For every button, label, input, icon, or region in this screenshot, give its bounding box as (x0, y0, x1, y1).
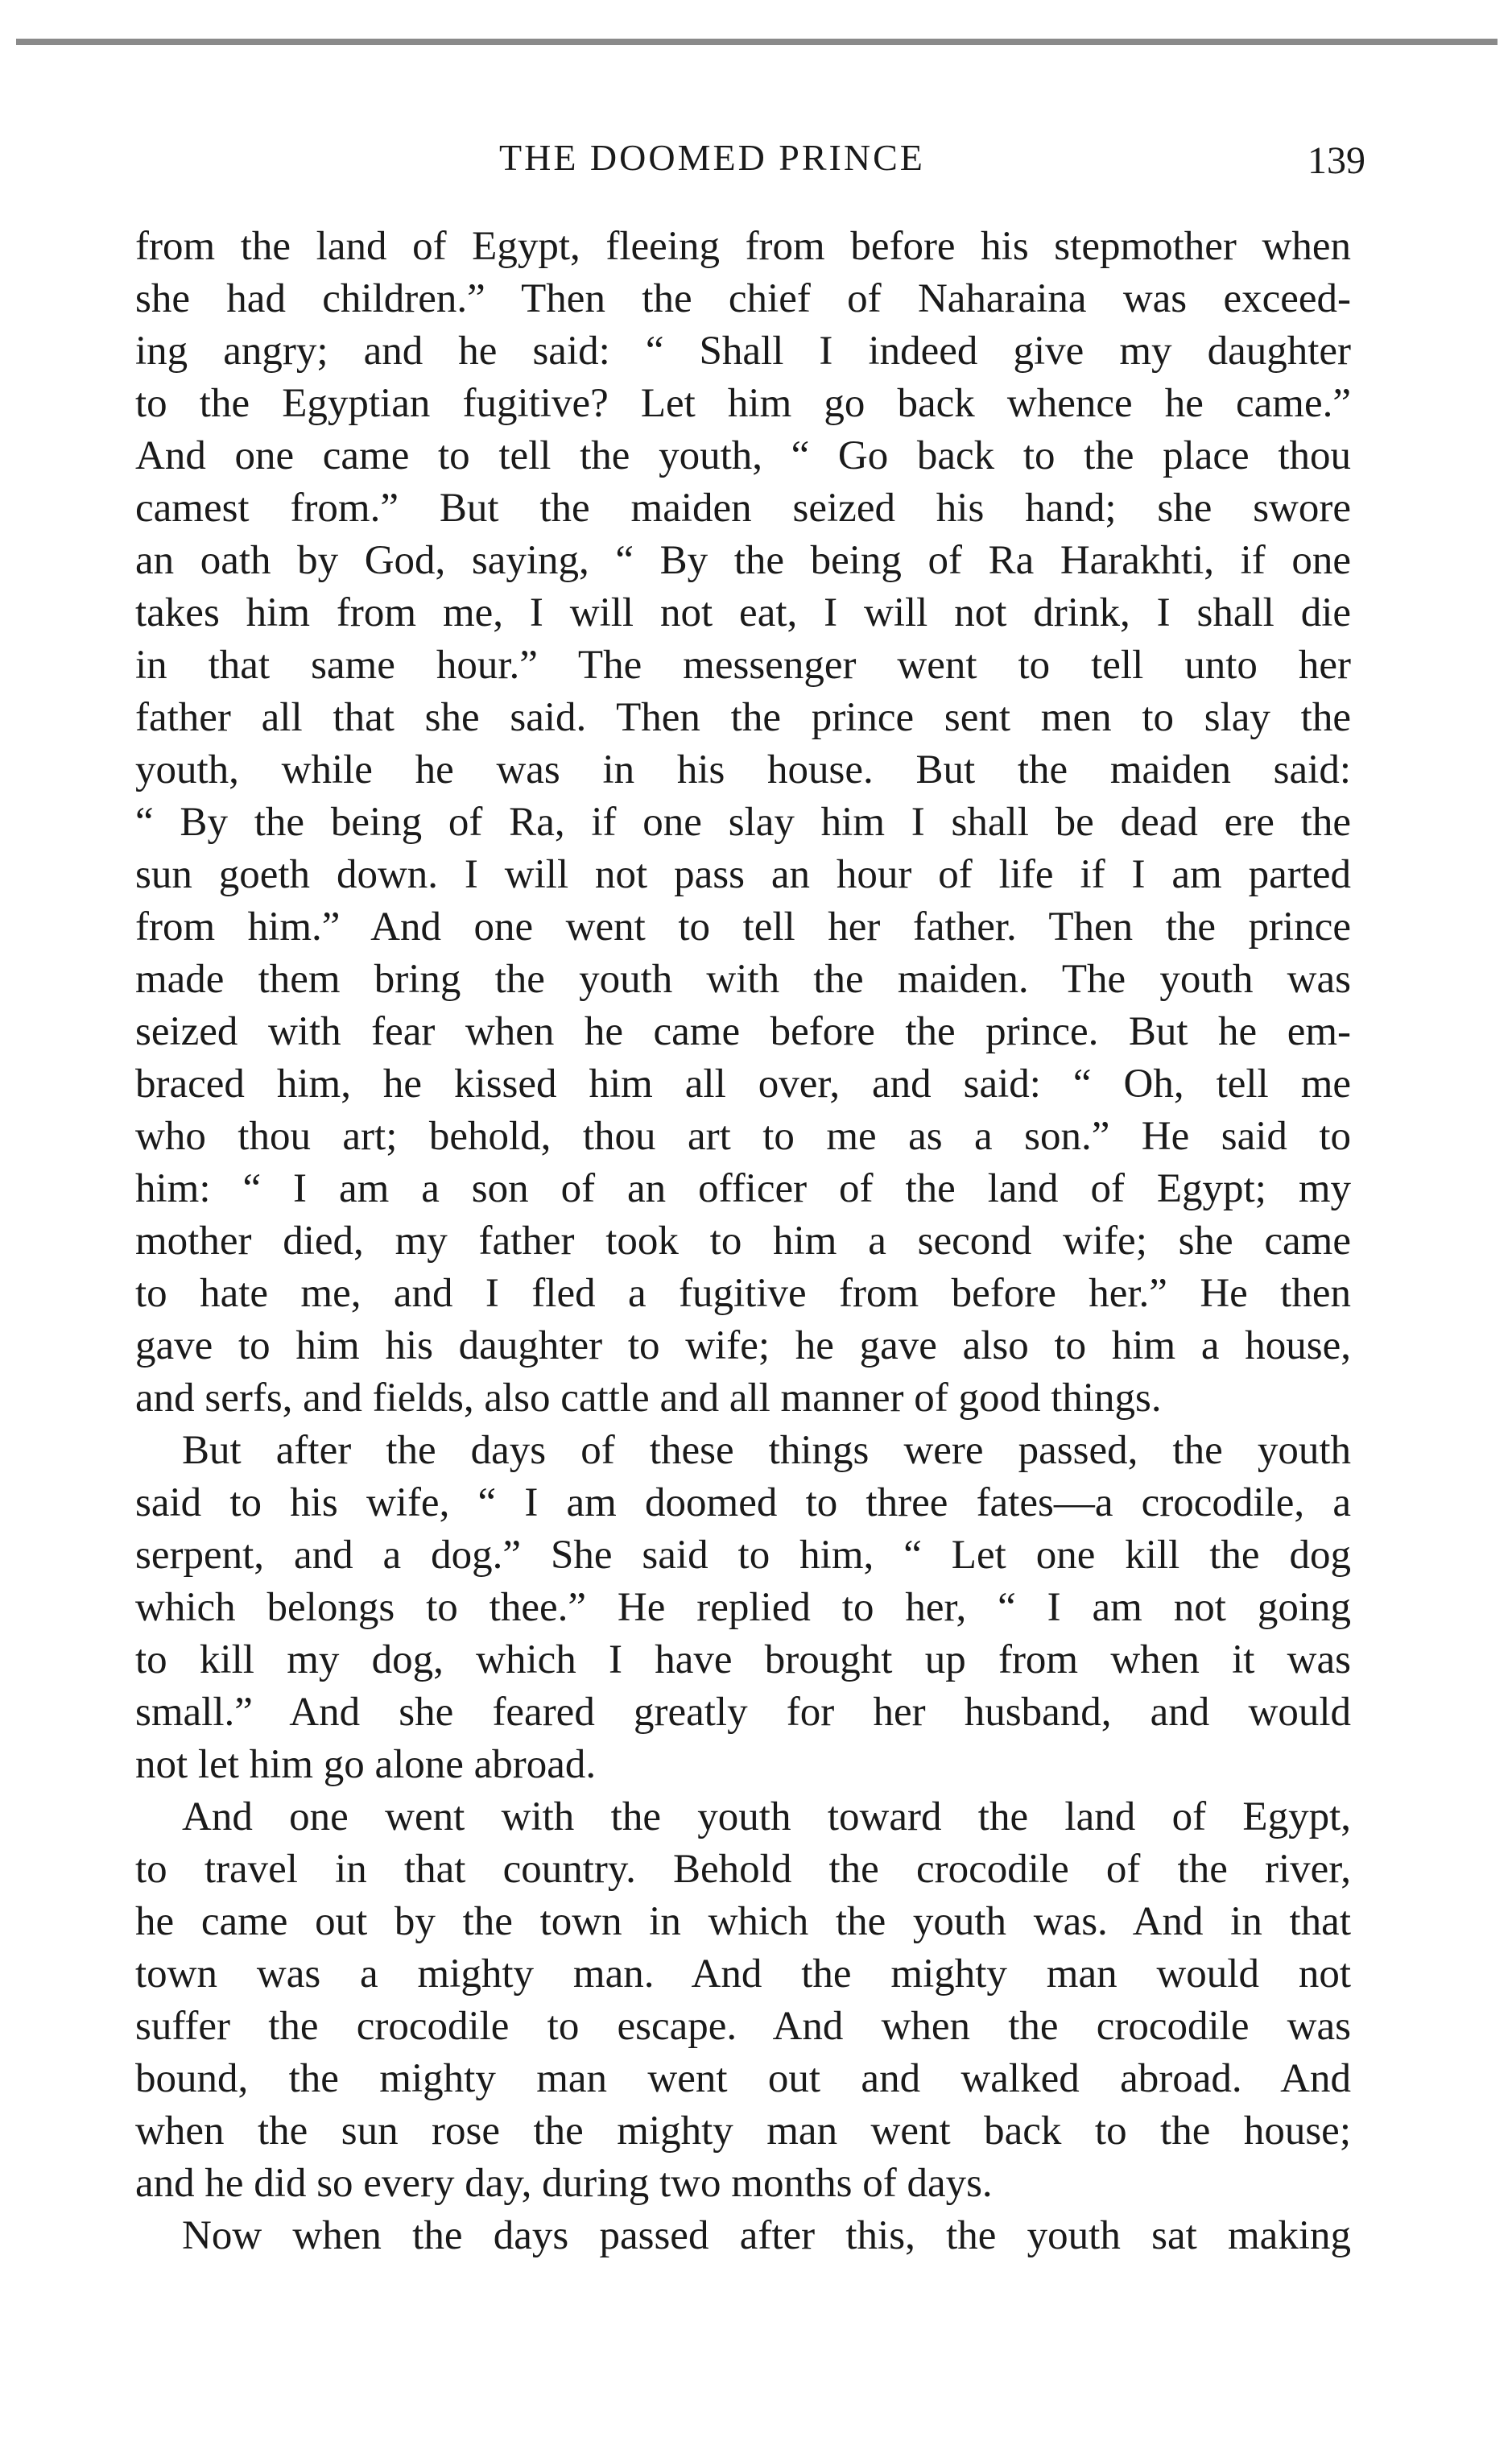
text-line: bound, the mighty man went out and walked abroad. And (135, 2056, 1351, 2101)
text-line: gave to him his daughter to wife; he gave also to him a house, (135, 1323, 1351, 1368)
text-line: camest from.” But the maiden seized his hand; she swore (135, 486, 1351, 531)
paragraph-start-line: But after the days of these things were passed, the youth (182, 1428, 1351, 1473)
text-line: she had children.” Then the chief of Naharaina was exceed- (135, 276, 1351, 321)
text-line: who thou art; behold, thou art to me as a son.” He said to (135, 1114, 1351, 1159)
page-number: 139 (1308, 139, 1365, 182)
text-line: made them bring the youth with the maiden. The youth was (135, 957, 1351, 1002)
body-text (135, 221, 1351, 2262)
text-line: ing angry; and he said: “ Shall I indeed give my daughter (135, 329, 1351, 374)
text-line: “ By the being of Ra, if one slay him I shall be dead ere the (135, 800, 1351, 845)
text-line: braced him, he kissed him all over, and said: “ Oh, tell me (135, 1061, 1351, 1107)
page-title: THE DOOMED PRINCE (499, 137, 925, 178)
text-line: him: “ I am a son of an officer of the land of Egypt; my (135, 1166, 1351, 1211)
text-line: seized with fear when he came before the prince. But he em- (135, 1009, 1351, 1054)
text-line: takes him from me, I will not eat, I will not drink, I shall die (135, 590, 1351, 635)
text-line: sun goeth down. I will not pass an hour of life if I am parted (135, 852, 1351, 897)
text-line: to the Egyptian fugitive? Let him go back whence he came.” (135, 381, 1351, 426)
text-line: from him.” And one went to tell her father. Then the prince (135, 904, 1351, 950)
text-line: serpent, and a dog.” She said to him, “ Let one kill the dog (135, 1533, 1351, 1578)
text-line: youth, while he was in his house. But the maiden said: (135, 747, 1351, 792)
running-head (0, 134, 1512, 182)
text-line: which belongs to thee.” He replied to her, “ I am not going (135, 1585, 1351, 1630)
text-line: in that same hour.” The messenger went to tell unto her (135, 643, 1351, 688)
paragraph-end-line: not let him go alone abroad. (135, 1742, 597, 1787)
text-line: said to his wife, “ I am doomed to three fates—a crocodile, a (135, 1480, 1351, 1525)
text-line: town was a mighty man. And the mighty man would not (135, 1951, 1351, 1997)
paragraph-start-line: Now when the days passed after this, the youth sat making (182, 2213, 1351, 2258)
text-line: to travel in that country. Behold the crocodile of the river, (135, 1847, 1351, 1892)
text-line: to kill my dog, which I have brought up from when it was (135, 1637, 1351, 1682)
paragraph-start-line: And one went with the youth toward the land of Egypt, (182, 1794, 1351, 1839)
text-line: father all that she said. Then the prince sent men to slay the (135, 695, 1351, 740)
text-line: small.” And she feared greatly for her husband, and would (135, 1690, 1351, 1735)
text-line: And one came to tell the youth, “ Go back to the place thou (135, 433, 1351, 478)
paragraph-end-line: and serfs, and fields, also cattle and all manner of good things. (135, 1376, 1162, 1421)
text-line: suffer the crocodile to escape. And when the crocodile was (135, 2004, 1351, 2049)
top-scan-border (16, 39, 1498, 45)
text-line: mother died, my father took to him a second wife; she came (135, 1219, 1351, 1264)
paragraph-end-line: and he did so every day, during two months of days. (135, 2161, 993, 2206)
text-line: from the land of Egypt, fleeing from before his stepmother when (135, 224, 1351, 269)
text-line: when the sun rose the mighty man went back to the house; (135, 2108, 1351, 2154)
text-line: an oath by God, saying, “ By the being of Ra Harakhti, if one (135, 538, 1351, 583)
text-line: he came out by the town in which the youth was. And in that (135, 1899, 1351, 1944)
text-line: to hate me, and I fled a fugitive from before her.” He then (135, 1271, 1351, 1316)
